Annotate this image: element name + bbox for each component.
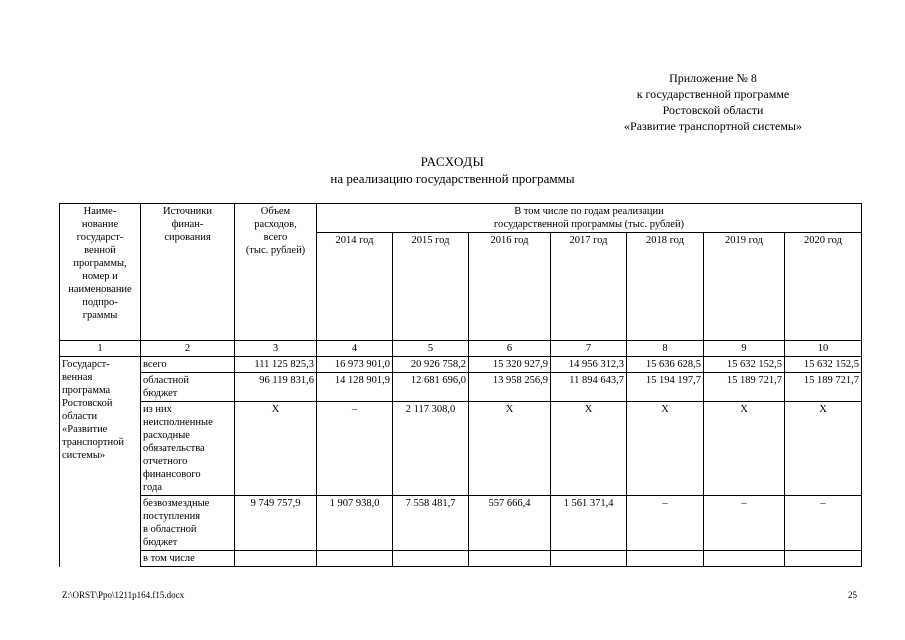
value-cell: 20 926 758,2 — [393, 357, 469, 373]
column-number: 5 — [393, 341, 469, 357]
column-number: 6 — [469, 341, 551, 357]
header-year: 2020 год — [785, 233, 862, 341]
value-cell: 15 632 152,5 — [704, 357, 785, 373]
value-cell: 15 189 721,7 — [704, 373, 785, 402]
value-cell: – — [785, 496, 862, 551]
value-cell: 7 558 481,7 — [393, 496, 469, 551]
value-cell: 15 194 197,7 — [627, 373, 704, 402]
column-number: 2 — [141, 341, 235, 357]
appendix-block — [583, 70, 843, 134]
value-cell: X — [627, 402, 704, 496]
value-cell: 111 125 825,3 — [235, 357, 317, 373]
program-name-cell: Государст- венная программа Ростовской области «Развитие транспортной системы» — [60, 357, 141, 567]
header-year: 2016 год — [469, 233, 551, 341]
expenses-table — [59, 203, 862, 567]
appendix-line: Ростовской области — [662, 103, 764, 117]
file-path: Z:\ORST\Ppo\1211p164.f15.docx — [62, 590, 185, 600]
appendix-line: к государственной программе — [636, 87, 790, 101]
value-cell — [393, 551, 469, 567]
column-numbers-row — [60, 341, 862, 357]
column-number: 1 — [60, 341, 141, 357]
column-number: 3 — [235, 341, 317, 357]
appendix-line: Приложение № 8 — [669, 71, 757, 85]
source-cell: из них неисполненные расходные обязательства отчетного финансового года — [141, 402, 235, 496]
table-row — [60, 373, 862, 402]
page-number: 25 — [848, 590, 857, 600]
header-year: 2017 год — [551, 233, 627, 341]
value-cell: – — [317, 402, 393, 496]
value-cell: 557 666,4 — [469, 496, 551, 551]
header-year: 2015 год — [393, 233, 469, 341]
table-row — [60, 357, 862, 373]
value-cell: 12 681 696,0 — [393, 373, 469, 402]
value-cell — [235, 551, 317, 567]
value-cell: – — [627, 496, 704, 551]
header-year: 2014 год — [317, 233, 393, 341]
value-cell: 16 973 901,0 — [317, 357, 393, 373]
value-cell — [785, 551, 862, 567]
source-cell: всего — [141, 357, 235, 373]
value-cell — [551, 551, 627, 567]
column-number: 8 — [627, 341, 704, 357]
source-cell: в том числе — [141, 551, 235, 567]
value-cell: 1 561 371,4 — [551, 496, 627, 551]
header-years-caption: В том числе по годам реализации государственной программы (тыс. рублей) — [317, 204, 862, 233]
header-year: 2019 год — [704, 233, 785, 341]
value-cell: 13 958 256,9 — [469, 373, 551, 402]
header-program-name: Наиме- нование государст- венной программы, номер и наименование подпро- граммы — [60, 204, 141, 341]
value-cell: X — [785, 402, 862, 496]
value-cell — [704, 551, 785, 567]
value-cell: X — [704, 402, 785, 496]
value-cell: 96 119 831,6 — [235, 373, 317, 402]
value-cell: X — [469, 402, 551, 496]
header-total-expenses: Объем расходов, всего (тыс. рублей) — [235, 204, 317, 341]
value-cell: X — [551, 402, 627, 496]
value-cell — [627, 551, 704, 567]
value-cell — [469, 551, 551, 567]
table-row — [60, 402, 862, 496]
document-title: РАСХОДЫ — [420, 154, 485, 169]
table-row — [60, 496, 862, 551]
column-number: 10 — [785, 341, 862, 357]
value-cell: 1 907 938,0 — [317, 496, 393, 551]
value-cell: 15 636 628,5 — [627, 357, 704, 373]
value-cell: 11 894 643,7 — [551, 373, 627, 402]
value-cell: 15 632 152,5 — [785, 357, 862, 373]
value-cell: X — [235, 402, 317, 496]
value-cell: 15 189 721,7 — [785, 373, 862, 402]
header-year: 2018 год — [627, 233, 704, 341]
value-cell: 2 117 308,0 — [393, 402, 469, 496]
column-number: 4 — [317, 341, 393, 357]
header-funding-source: Источники финан- сирования — [141, 204, 235, 341]
column-number: 9 — [704, 341, 785, 357]
value-cell: – — [704, 496, 785, 551]
column-number: 7 — [551, 341, 627, 357]
value-cell — [317, 551, 393, 567]
source-cell: безвозмездные поступления в областной бюджет — [141, 496, 235, 551]
source-cell: областной бюджет — [141, 373, 235, 402]
document-title-block — [0, 153, 905, 187]
document-subtitle: на реализацию государственной программы — [330, 171, 575, 186]
value-cell: 14 956 312,3 — [551, 357, 627, 373]
appendix-line: «Развитие транспортной системы» — [624, 119, 802, 133]
value-cell: 9 749 757,9 — [235, 496, 317, 551]
header-row — [60, 204, 862, 233]
value-cell: 14 128 901,9 — [317, 373, 393, 402]
table-row — [60, 551, 862, 567]
value-cell: 15 320 927,9 — [469, 357, 551, 373]
